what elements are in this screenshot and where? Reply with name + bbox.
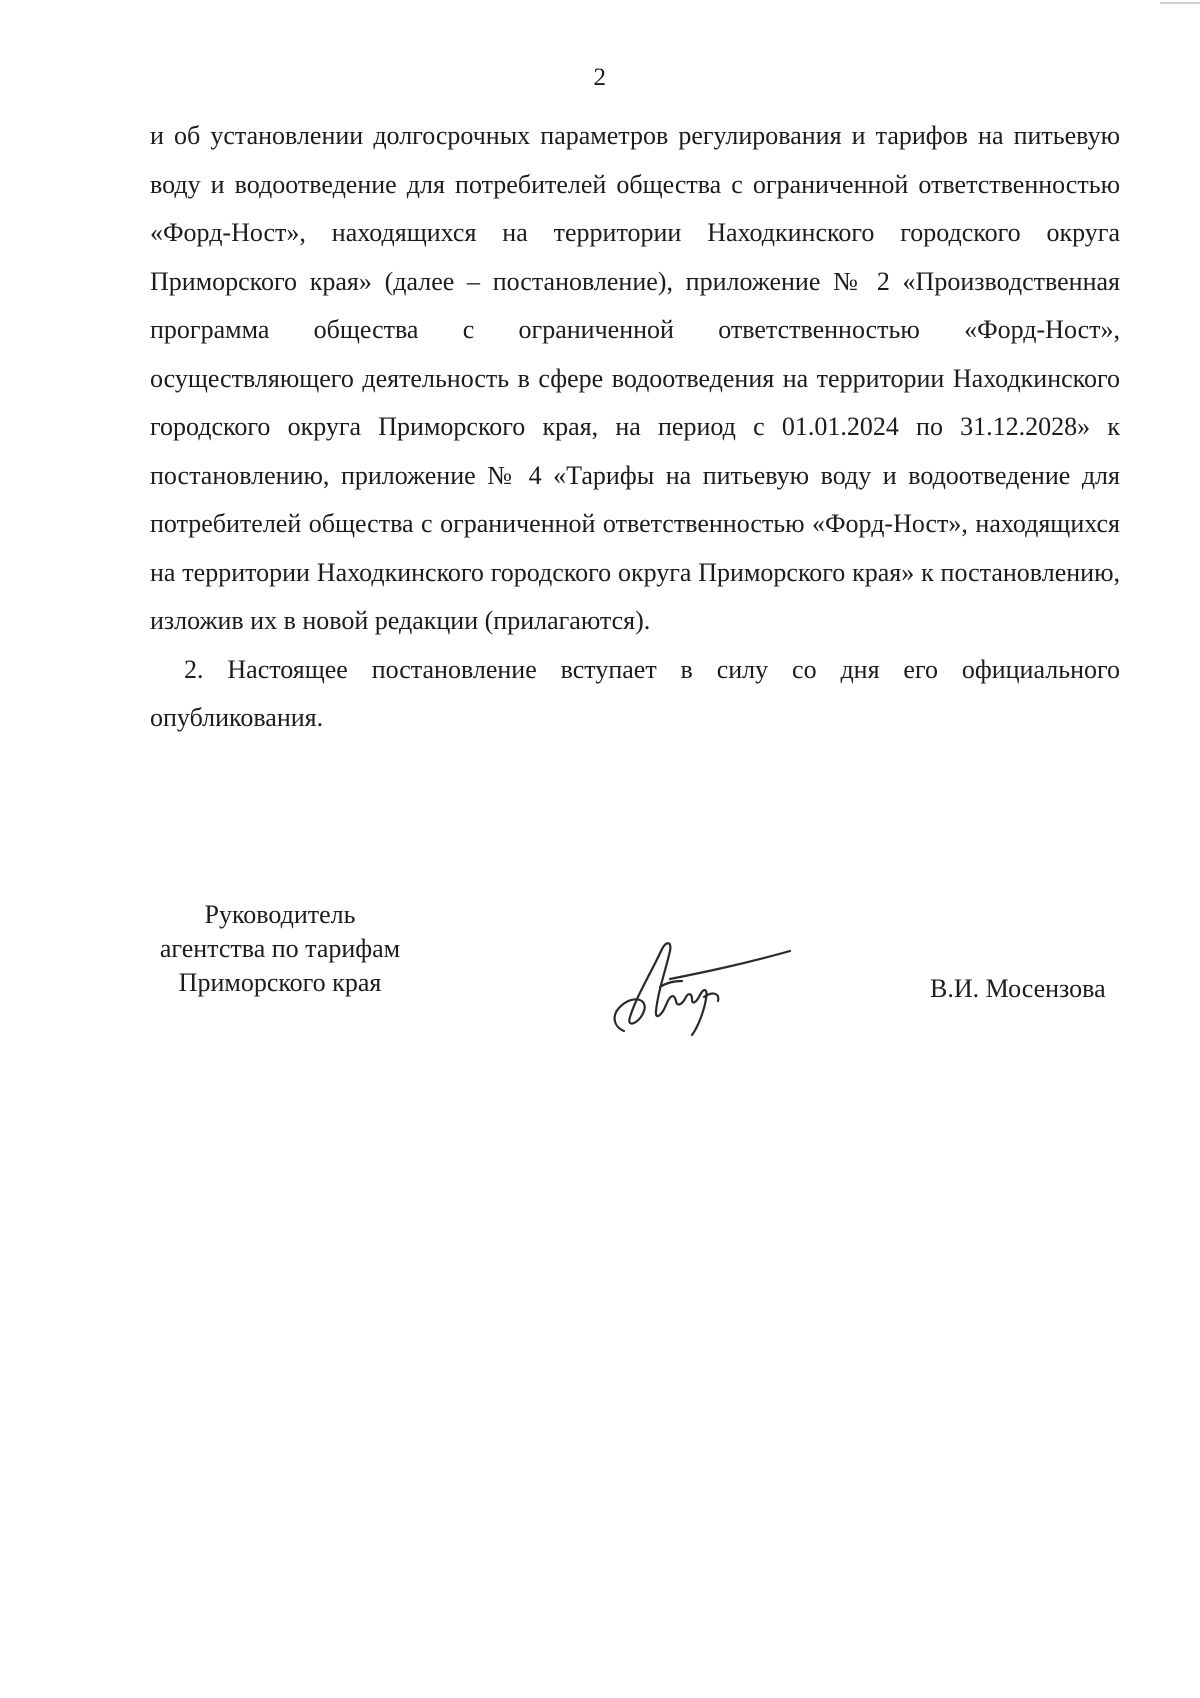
signatory-position-line: агентства по тарифам: [159, 934, 401, 963]
page-number: 2: [593, 64, 607, 91]
signatory-position-line: Приморского края: [178, 968, 382, 997]
handwritten-signature-icon: [600, 935, 800, 1045]
signatory-position-line: Руководитель: [204, 900, 356, 929]
signatory-position: [140, 898, 420, 1000]
scan-artifact: [1160, 0, 1200, 6]
paragraph-continuation: и об установлении долгосрочных параметров регулирования и тарифов на питьевую воду и водоотведение для потребителей общества с ограниченной ответственностью «Форд-Ност», находящихся на территории Находкинского городского округа Приморского края» (далее – постановление), приложение № 2 «Производственная программа общества с ограниченной ответственностью «Форд-Ност», осуществляющего деятельность в сфере водоотведения на территории Находкинского городского округа Приморского края, на период с 01.01.2024 по 31.12.2028» к постановлению, приложение № 4 «Тарифы на питьевую воду и водоотведение для потребителей общества с ограниченной ответственностью «Форд-Ност», находящихся на территории Находкинского городского округа Приморского края» к постановлению, изложив их в новой редакции (прилагаются).: [150, 121, 1120, 635]
document-body: [150, 112, 1120, 743]
signatory-name: В.И. Мосензова: [930, 974, 1106, 1003]
paragraph-item-2: 2. Настоящее постановление вступает в силу со дня его официального опубликования.: [150, 654, 1120, 732]
